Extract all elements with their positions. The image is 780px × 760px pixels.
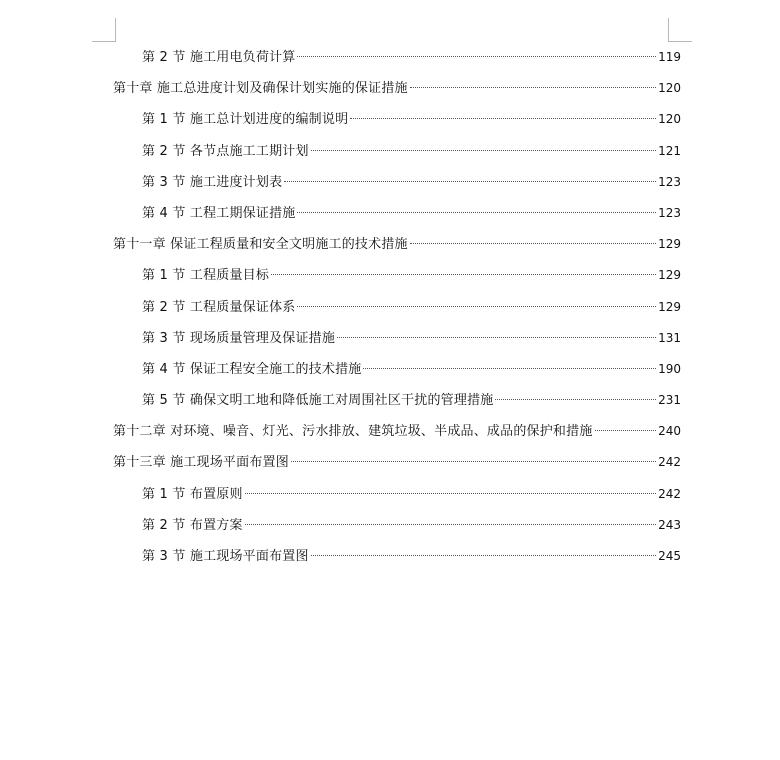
toc-dot-leader [271,274,656,275]
toc-entry-page-number: 245 [658,549,681,563]
crop-mark-top-left-vertical [115,18,116,42]
toc-section-entry[interactable] [113,292,681,323]
toc-section-entry[interactable] [113,385,681,416]
table-of-contents [113,42,681,572]
toc-section-entry[interactable] [113,42,681,73]
toc-dot-leader [311,150,656,151]
toc-dot-leader [363,368,656,369]
toc-dot-leader [245,524,656,525]
toc-entry-title: 第 1 节 布置原则 [142,486,243,502]
toc-entry-page-number: 123 [658,205,681,220]
toc-chapter-entry[interactable] [113,447,681,478]
toc-entry-page-number: 119 [658,50,681,64]
toc-entry-page-number: 123 [658,174,681,189]
toc-entry-page-number: 131 [658,330,681,345]
toc-section-entry[interactable] [113,354,681,385]
toc-dot-leader [245,493,656,494]
toc-entry-title: 第十章 施工总进度计划及确保计划实施的保证措施 [113,81,408,97]
toc-entry-title: 第 1 节 工程质量目标 [142,268,270,284]
toc-entry-title: 第 2 节 工程质量保证体系 [142,299,296,315]
toc-entry-title: 第 3 节 现场质量管理及保证措施 [142,330,336,346]
toc-entry-page-number: 129 [658,237,681,252]
toc-dot-leader [297,212,656,213]
toc-entry-title: 第 2 节 各节点施工工期计划 [142,143,309,159]
toc-entry-title: 第 1 节 施工总计划进度的编制说明 [142,112,349,128]
crop-mark-top-right-vertical [668,18,669,42]
toc-entry-title: 第 4 节 保证工程安全施工的技术措施 [142,361,362,377]
toc-entry-page-number: 231 [658,393,681,408]
toc-entry-page-number: 190 [658,361,681,376]
toc-dot-leader [311,555,656,556]
toc-chapter-entry[interactable] [113,416,681,447]
toc-entry-title: 第 3 节 施工现场平面布置图 [142,549,309,564]
toc-section-entry[interactable] [113,136,681,167]
toc-entry-page-number: 129 [658,268,681,283]
toc-entry-title: 第 4 节 工程工期保证措施 [142,205,296,221]
toc-dot-leader [350,118,656,119]
toc-entry-page-number: 121 [658,143,681,158]
toc-section-entry[interactable] [113,260,681,291]
toc-entry-page-number: 240 [658,424,681,439]
toc-dot-leader [410,87,656,88]
toc-section-entry[interactable] [113,198,681,229]
toc-dot-leader [297,56,656,57]
toc-dot-leader [495,399,656,400]
toc-dot-leader [291,461,656,462]
toc-entry-title: 第 2 节 布置方案 [142,517,243,533]
toc-entry-page-number: 120 [658,81,681,96]
toc-section-entry[interactable] [113,510,681,541]
toc-dot-leader [410,243,656,244]
toc-section-entry[interactable] [113,167,681,198]
toc-dot-leader [284,181,656,182]
toc-entry-page-number: 242 [658,486,681,501]
toc-dot-leader [297,306,656,307]
toc-entry-title: 第十二章 对环境、噪音、灯光、污水排放、建筑垃圾、半成品、成品的保护和措施 [113,424,593,440]
toc-section-entry[interactable] [113,323,681,354]
toc-dot-leader [337,337,656,338]
toc-section-entry[interactable] [113,479,681,510]
toc-dot-leader [595,430,657,431]
toc-chapter-entry[interactable] [113,73,681,104]
toc-chapter-entry[interactable] [113,229,681,260]
toc-entry-page-number: 129 [658,299,681,314]
toc-entry-title: 第 3 节 施工进度计划表 [142,174,283,190]
toc-entry-page-number: 242 [658,455,681,470]
toc-entry-title: 第 2 节 施工用电负荷计算 [142,50,296,65]
toc-entry-title: 第十一章 保证工程质量和安全文明施工的技术措施 [113,237,408,253]
toc-entry-page-number: 120 [658,112,681,127]
toc-section-entry[interactable] [113,104,681,135]
toc-entry-title: 第十三章 施工现场平面布置图 [113,455,289,471]
toc-entry-title: 第 5 节 确保文明工地和降低施工对周围社区干扰的管理措施 [142,393,494,409]
toc-section-entry[interactable] [113,541,681,572]
toc-entry-page-number: 243 [658,517,681,532]
